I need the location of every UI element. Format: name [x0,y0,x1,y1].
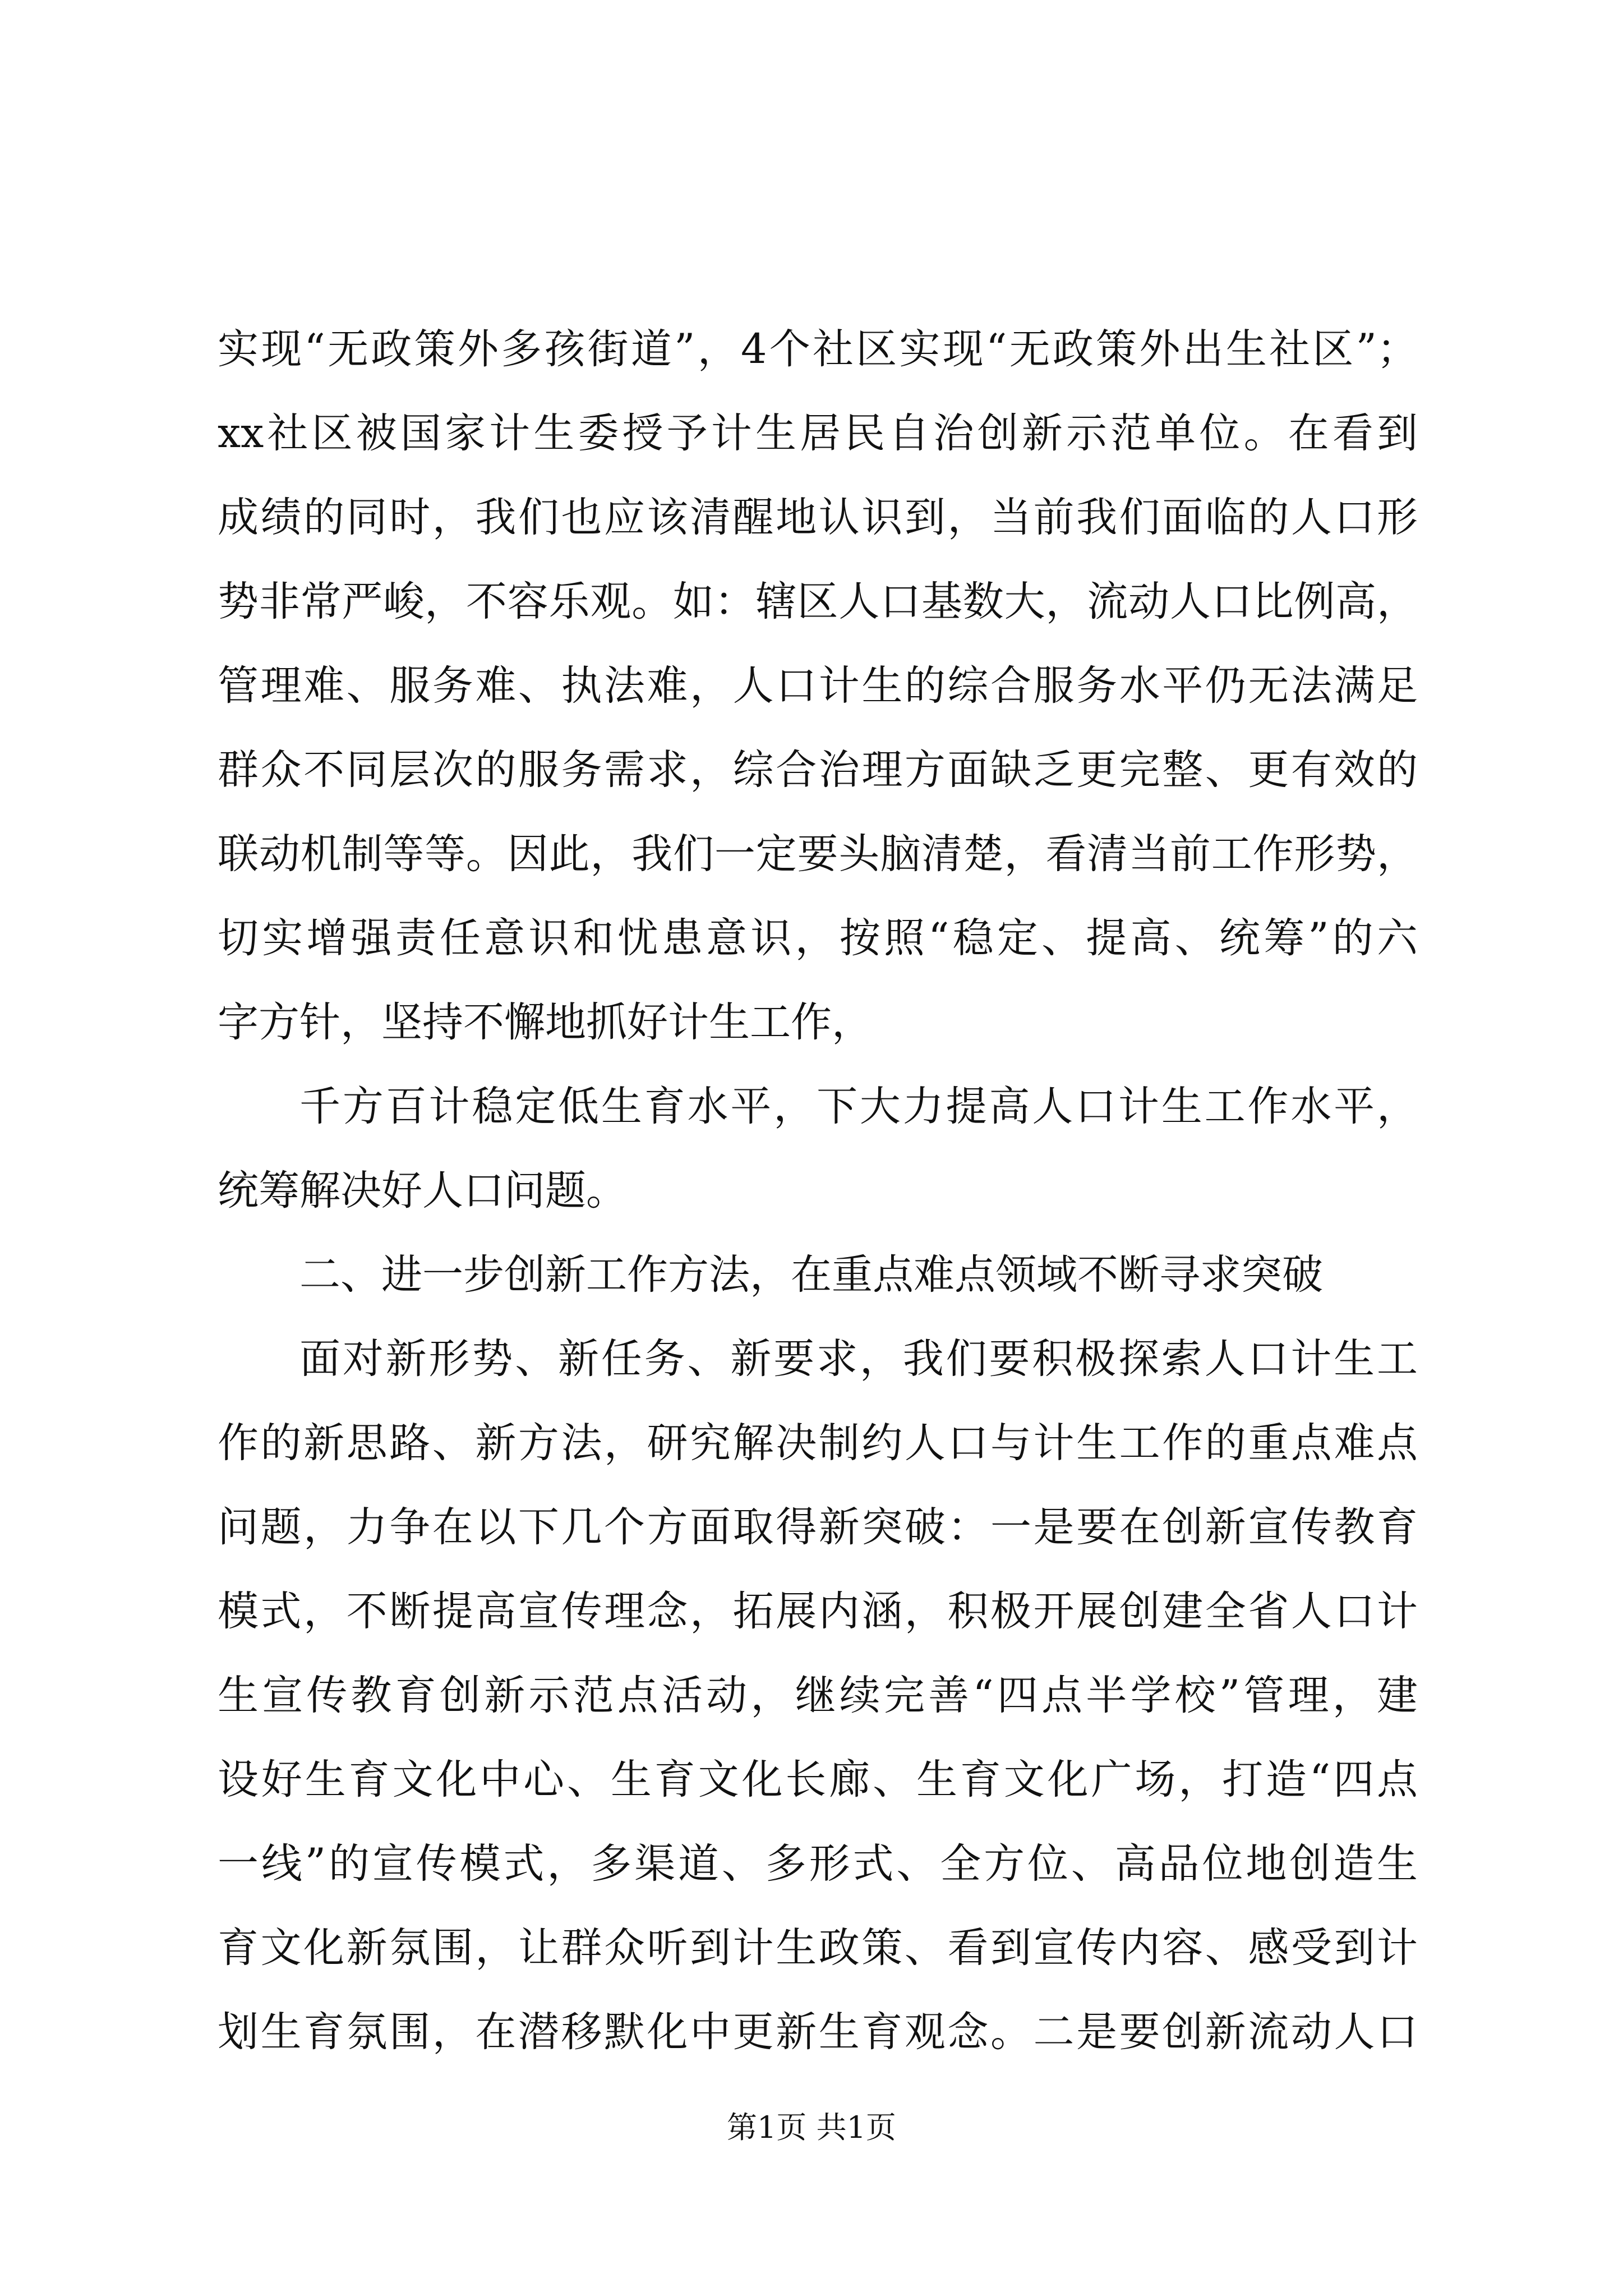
text-line: 一线”的宣传模式，多渠道、多形式、全方位、高品位地创造生 [218,1840,1418,1888]
text-line: 生宣传教育创新示范点活动，继续完善“四点半学校”管理，建 [218,1672,1418,1719]
text-line: 划生育氛围，在潜移默化中更新生育观念。二是要创新流动人口 [218,2008,1418,2056]
section-heading: 二、进一步创新工作方法，在重点难点领域不断寻求突破 [299,1251,1323,1299]
text-line: 群众不同层次的服务需求，综合治理方面缺乏更完整、更有效的 [218,746,1418,794]
text-line: xx社区被国家计生委授予计生居民自治创新示范单位。在看到 [218,409,1418,457]
text-line: 育文化新氛围，让群众听到计生政策、看到宣传内容、感受到计 [218,1924,1418,1972]
text-line: 成绩的同时，我们也应该清醒地认识到，当前我们面临的人口形 [218,494,1418,541]
text-line: 实现“无政策外多孩街道”，4个社区实现“无政策外出生社区”； [218,325,1418,373]
text-line: 势非常严峻，不容乐观。如：辖区人口基数大，流动人口比例高， [218,578,1418,625]
text-line: 问题，力争在以下几个方面取得新突破：一是要在创新宣传教育 [218,1503,1418,1551]
text-line: 管理难、服务难、执法难，人口计生的综合服务水平仍无法满足 [218,662,1418,710]
text-line: 联动机制等等。因此，我们一定要头脑清楚，看清当前工作形势， [218,830,1418,878]
document-body [218,307,1418,2074]
text-line: 千方百计稳定低生育水平，下大力提高人口计生工作水平， [299,1083,1418,1130]
text-line: 设好生育文化中心、生育文化长廊、生育文化广场，打造“四点 [218,1756,1418,1803]
text-line: 字方针，坚持不懈地抓好计生工作， [218,999,873,1046]
text-line: 作的新思路、新方法，研究解决制约人口与计生工作的重点难点 [218,1419,1418,1467]
text-line: 统筹解决好人口问题。 [218,1167,627,1214]
page-number: 第1页 共1页 [727,2110,896,2145]
text-line: 切实增强责任意识和忧患意识，按照“稳定、提高、统筹”的六 [218,914,1418,962]
text-line: 面对新形势、新任务、新要求，我们要积极探索人口计生工 [299,1335,1418,1383]
text-line: 模式，不断提高宣传理念，拓展内涵，积极开展创建全省人口计 [218,1588,1418,1635]
